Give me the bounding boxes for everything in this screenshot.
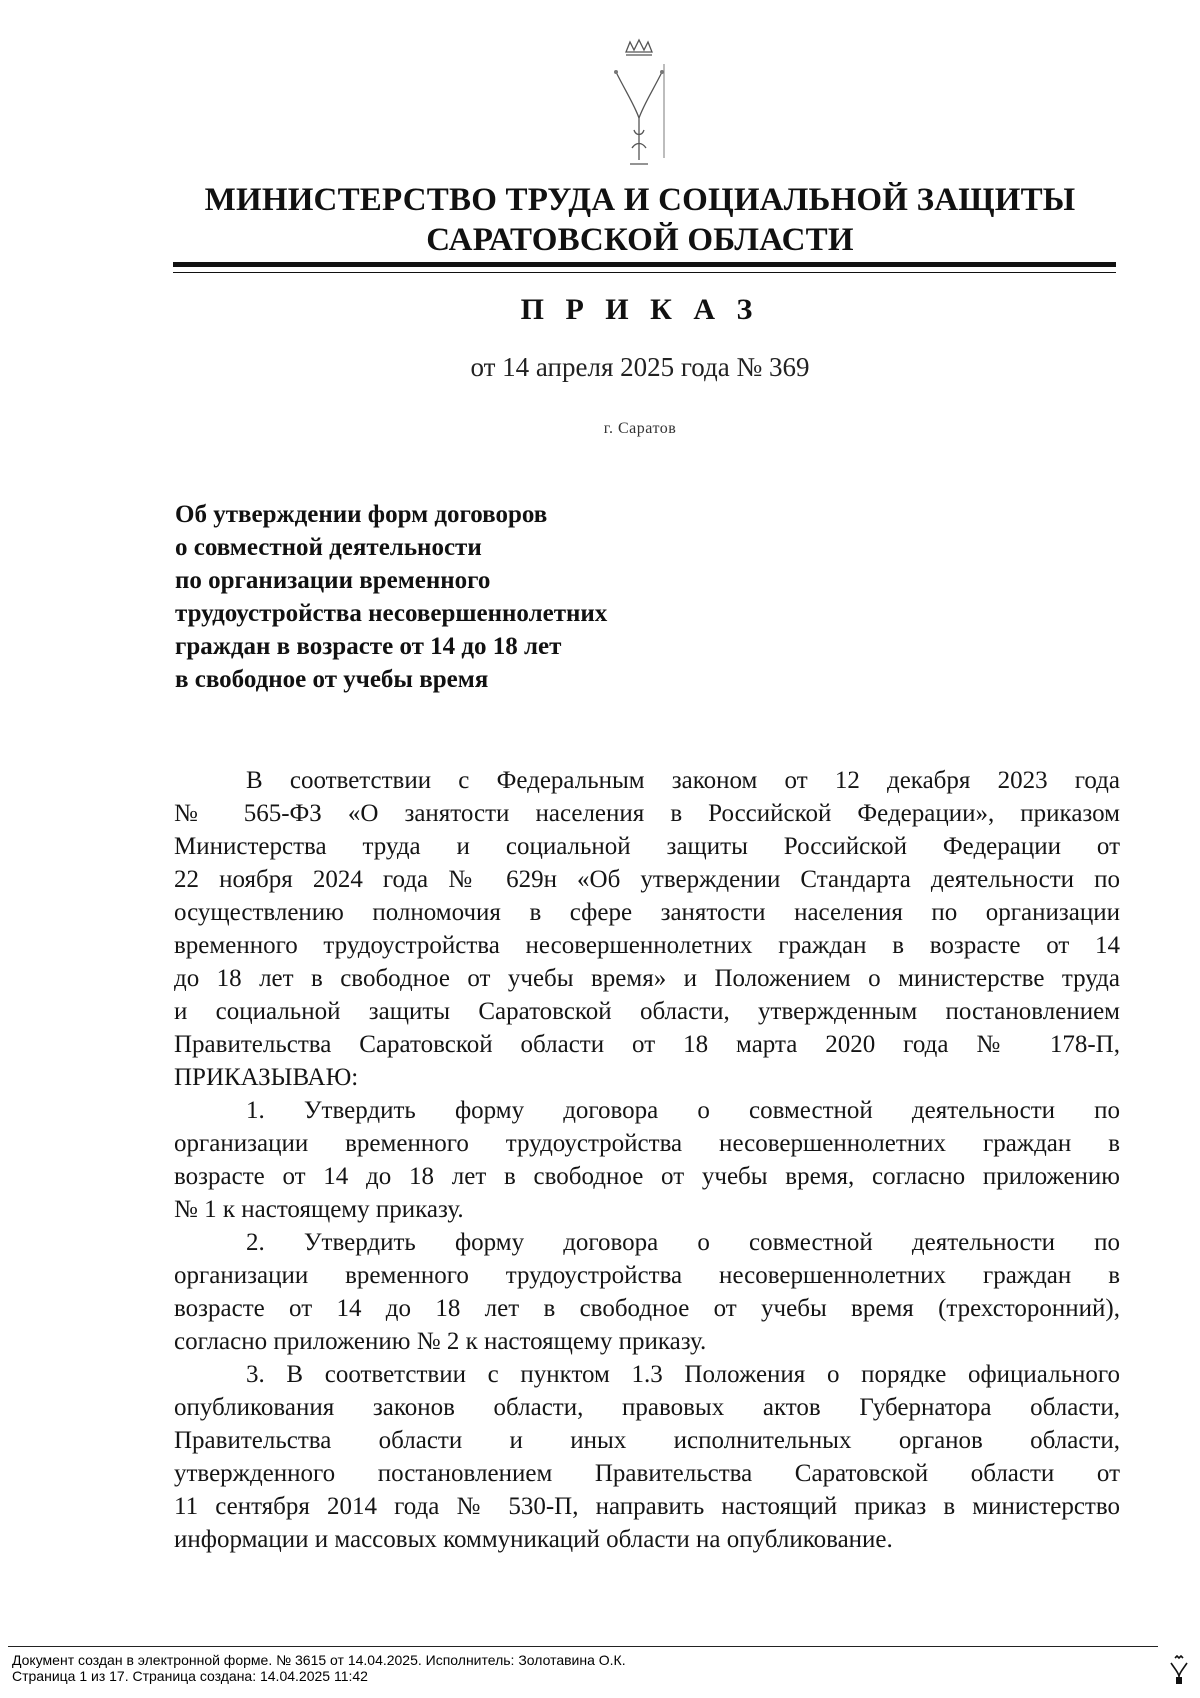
preamble-line: временного трудоустройства несовершеннолетних граждан в возрасте от 14 — [174, 932, 1120, 959]
item-1-line: возрасте от 14 до 18 лет в свободное от учебы время, согласно приложению — [174, 1163, 1120, 1190]
electronic-document-footer — [12, 1652, 626, 1684]
header-divider-thin — [173, 272, 1116, 273]
footer-line-1: Документ создан в электронной форме. № 3615 от 14.04.2025. Исполнитель: Золотавина О.К. — [12, 1652, 626, 1668]
title-line: трудоустройства несовершеннолетних — [175, 600, 608, 627]
item-3-line: Правительства области и иных исполнительных органов области, — [174, 1427, 1120, 1454]
title-line: Об утверждении форм договоров — [175, 501, 548, 528]
preamble-line: № 565-ФЗ «О занятости населения в Российской Федерации», приказом — [174, 800, 1120, 827]
item-1-line: организации временного трудоустройства несовершеннолетних граждан в — [174, 1130, 1120, 1157]
preamble-line: Правительства Саратовской области от 18 марта 2020 года № 178-П, — [174, 1031, 1120, 1058]
ministry-name-line2: САРАТОВСКОЙ ОБЛАСТИ — [426, 222, 854, 258]
saratov-coat-of-arms-icon — [608, 38, 670, 170]
preamble-line: и социальной защиты Саратовской области, утвержденным постановлением — [174, 998, 1120, 1025]
item-3-line: информации и массовых коммуникаций области на опубликование. — [174, 1526, 893, 1553]
order-date-number: от 14 апреля 2025 года № 369 — [470, 352, 810, 382]
item-1-line: 1. Утвердить форму договора о совместной деятельности по — [246, 1097, 1120, 1124]
document-type: П Р И К А З — [520, 293, 760, 326]
preamble-line: 22 ноября 2024 года № 629н «Об утверждении Стандарта деятельности по — [174, 866, 1120, 893]
preamble-line: Министерства труда и социальной защиты Российской Федерации от — [174, 833, 1120, 860]
ministry-name-line1: МИНИСТЕРСТВО ТРУДА И СОЦИАЛЬНОЙ ЗАЩИТЫ — [204, 182, 1076, 218]
item-3-line: 3. В соответствии с пунктом 1.3 Положения о порядке официального — [246, 1361, 1120, 1388]
item-2-line: возрасте от 14 до 18 лет в свободное от учебы время (трехсторонний), — [174, 1295, 1120, 1322]
title-line: по организации временного — [175, 567, 491, 594]
preamble-line: осуществлению полномочия в сфере занятости населения по организации — [174, 899, 1120, 926]
preamble-line: В соответствии с Федеральным законом от 12 декабря 2023 года — [246, 767, 1120, 794]
item-2-line: согласно приложению № 2 к настоящему приказу. — [174, 1328, 707, 1355]
title-line: о совместной деятельности — [175, 534, 482, 561]
item-3-line: 11 сентября 2014 года № 530-П, направить настоящий приказ в министерство — [174, 1493, 1120, 1520]
order-keyword: ПРИКАЗЫВАЮ: — [174, 1064, 359, 1091]
order-title — [175, 498, 735, 696]
order-city: г. Саратов — [603, 420, 677, 437]
saratov-coat-of-arms-small-icon — [1168, 1655, 1190, 1685]
footer-line-2: Страница 1 из 17. Страница создана: 14.04.2025 11:42 — [12, 1668, 368, 1684]
footer-divider — [8, 1646, 1158, 1647]
item-3-line: утвержденного постановлением Правительства Саратовской области от — [174, 1460, 1120, 1487]
title-line: в свободное от учебы время — [175, 666, 489, 693]
order-body — [174, 764, 1120, 1556]
header-divider-thick — [173, 262, 1116, 267]
item-1-line: № 1 к настоящему приказу. — [174, 1196, 464, 1223]
preamble-line: до 18 лет в свободное от учебы время» и Положением о министерстве труда — [174, 965, 1120, 992]
item-3-line: опубликования законов области, правовых актов Губернатора области, — [174, 1394, 1120, 1421]
item-2-line: организации временного трудоустройства несовершеннолетних граждан в — [174, 1262, 1120, 1289]
item-2-line: 2. Утвердить форму договора о совместной деятельности по — [246, 1229, 1120, 1256]
title-line: граждан в возрасте от 14 до 18 лет — [175, 633, 562, 660]
